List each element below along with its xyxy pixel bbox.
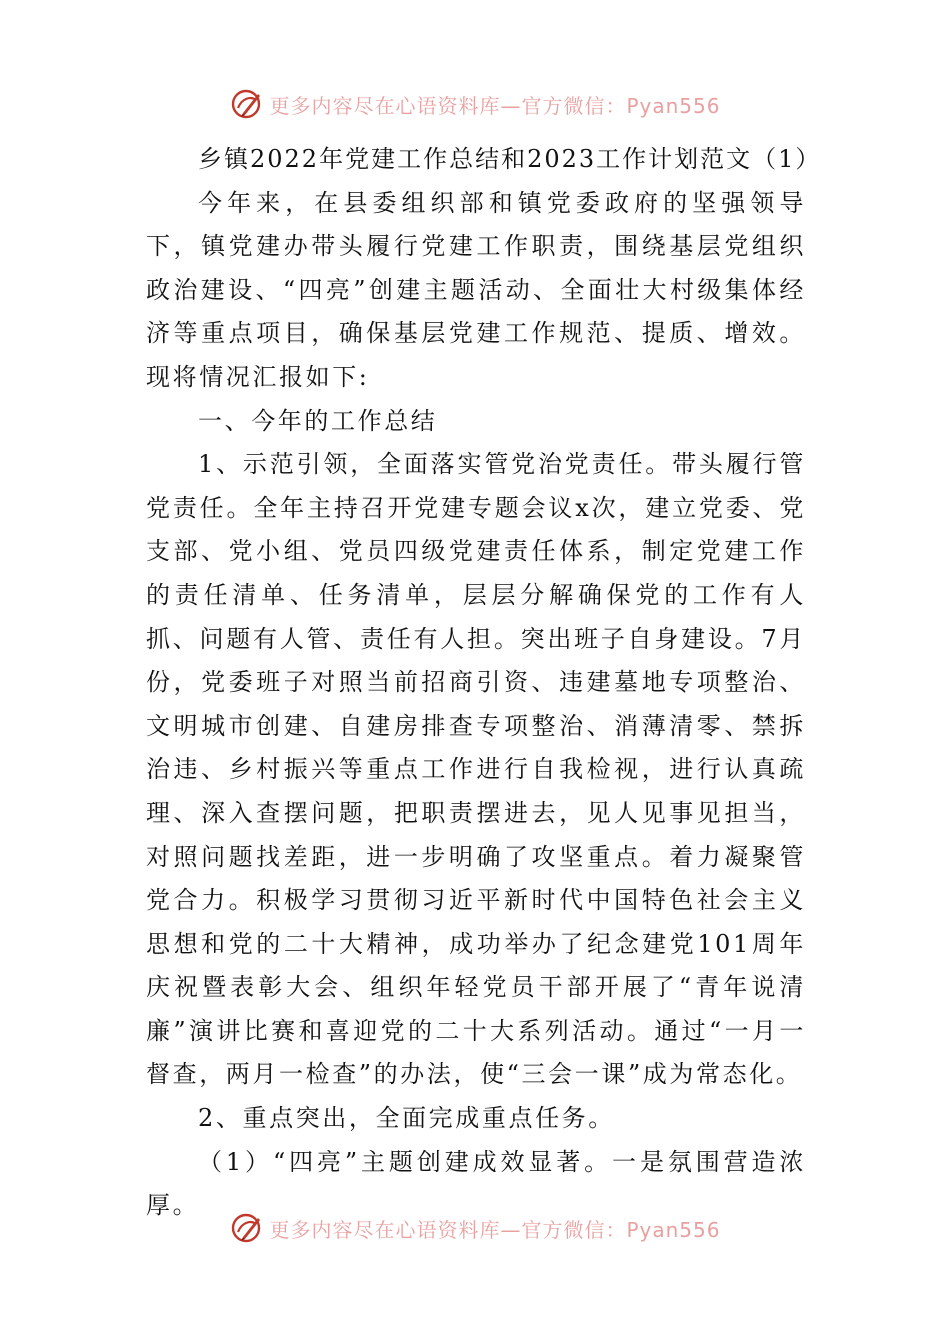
pen-swirl-logo-icon <box>229 1210 265 1246</box>
paragraph-subitem-1: （1）“四亮”主题创建成效显著。一是氛围营造浓厚。 <box>146 1147 806 1220</box>
document-title: 乡镇2022年党建工作总结和2023工作计划范文（1） <box>198 145 822 173</box>
watermark-text: 更多内容尽在心语资料库—官方微信：Pyan556 <box>269 1217 721 1242</box>
paragraph-intro: 今年来，在县委组织部和镇党委政府的坚强领导下，镇党建办带头履行党建工作职责，围绕基层党组织政治建设、“四亮”创建主题活动、全面壮大村级集体经济等重点项目，确保基层党建工作规范、提质、增效。现将情况汇报如下: <box>146 188 806 391</box>
document-body <box>146 138 822 1228</box>
watermark-text: 更多内容尽在心语资料库—官方微信：Pyan556 <box>269 93 721 118</box>
section-heading-summary: 一、今年的工作总结 <box>198 406 438 435</box>
paragraph-item-2: 2、重点突出，全面完成重点任务。 <box>198 1104 615 1133</box>
paragraph-item-1: 1、示范引领，全面落实管党治党责任。带头履行管党责任。全年主持召开党建专题会议x次，建立党委、党支部、党小组、党员四级党建责任体系，制定党建工作的责任清单、任务清单，层层分解确保党的工作有人抓、问题有人管、责任有人担。突出班子自身建设。7月份，党委班子对照当前招商引资、违建墓地专项整治、文明城市创建、自建房排查专项整治、消薄清零、禁拆治违、乡村振兴等重点工作进行自我检视，进行认真疏理、深入查摆问题，把职责摆进去，见人见事见担当，对照问题找差距，进一步明确了攻坚重点。着力凝聚管党合力。积极学习贯彻习近平新时代中国特色社会主义思想和党的二十大精神，成功举办了纪念建党101周年庆祝暨表彰大会、组织年轻党员干部开展了“青年说清廉”演讲比赛和喜迎党的二十大系列活动。通过“一月一督查，两月一检查”的办法，使“三会一课”成为常态化。 <box>146 450 806 1089</box>
pen-swirl-logo-icon <box>229 86 265 122</box>
watermark-banner-top <box>0 84 950 124</box>
watermark-banner-bottom <box>0 1208 950 1248</box>
